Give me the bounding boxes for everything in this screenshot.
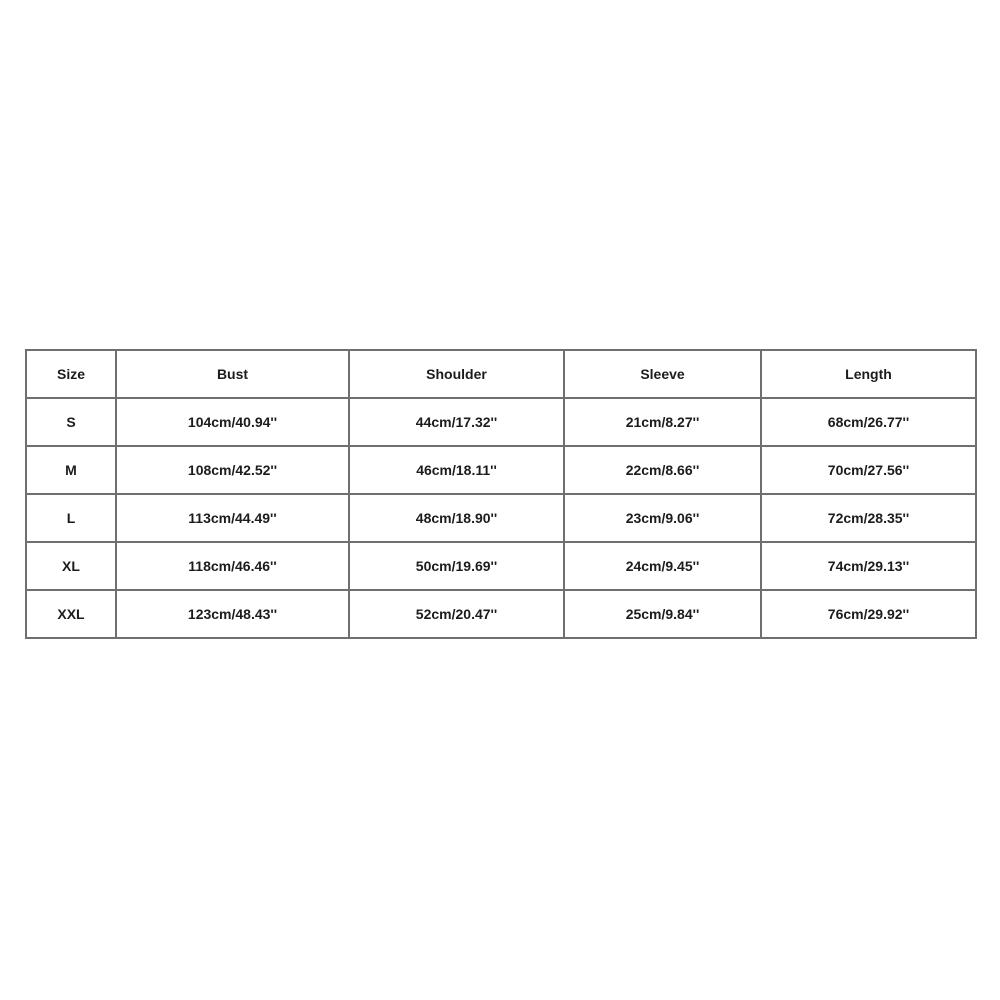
cell-shoulder: 50cm/19.69'' xyxy=(349,542,564,590)
cell-shoulder: 46cm/18.11'' xyxy=(349,446,564,494)
cell-size: XXL xyxy=(26,590,116,638)
cell-length: 70cm/27.56'' xyxy=(761,446,976,494)
table-header xyxy=(26,350,976,398)
cell-size: M xyxy=(26,446,116,494)
cell-length: 68cm/26.77'' xyxy=(761,398,976,446)
header-bust: Bust xyxy=(116,350,349,398)
cell-sleeve: 24cm/9.45'' xyxy=(564,542,761,590)
cell-sleeve: 22cm/8.66'' xyxy=(564,446,761,494)
header-row xyxy=(26,350,976,398)
cell-bust: 108cm/42.52'' xyxy=(116,446,349,494)
cell-size: L xyxy=(26,494,116,542)
cell-length: 76cm/29.92'' xyxy=(761,590,976,638)
cell-length: 72cm/28.35'' xyxy=(761,494,976,542)
header-length: Length xyxy=(761,350,976,398)
cell-shoulder: 52cm/20.47'' xyxy=(349,590,564,638)
cell-bust: 113cm/44.49'' xyxy=(116,494,349,542)
cell-size: S xyxy=(26,398,116,446)
table-row xyxy=(26,398,976,446)
cell-bust: 104cm/40.94'' xyxy=(116,398,349,446)
cell-sleeve: 25cm/9.84'' xyxy=(564,590,761,638)
cell-bust: 118cm/46.46'' xyxy=(116,542,349,590)
table-body xyxy=(26,398,976,638)
cell-sleeve: 21cm/8.27'' xyxy=(564,398,761,446)
cell-bust: 123cm/48.43'' xyxy=(116,590,349,638)
header-sleeve: Sleeve xyxy=(564,350,761,398)
table-row xyxy=(26,446,976,494)
size-chart-table xyxy=(25,349,977,639)
cell-sleeve: 23cm/9.06'' xyxy=(564,494,761,542)
cell-shoulder: 48cm/18.90'' xyxy=(349,494,564,542)
table-row xyxy=(26,494,976,542)
header-size: Size xyxy=(26,350,116,398)
cell-size: XL xyxy=(26,542,116,590)
header-shoulder: Shoulder xyxy=(349,350,564,398)
table-row xyxy=(26,590,976,638)
cell-length: 74cm/29.13'' xyxy=(761,542,976,590)
table-row xyxy=(26,542,976,590)
cell-shoulder: 44cm/17.32'' xyxy=(349,398,564,446)
